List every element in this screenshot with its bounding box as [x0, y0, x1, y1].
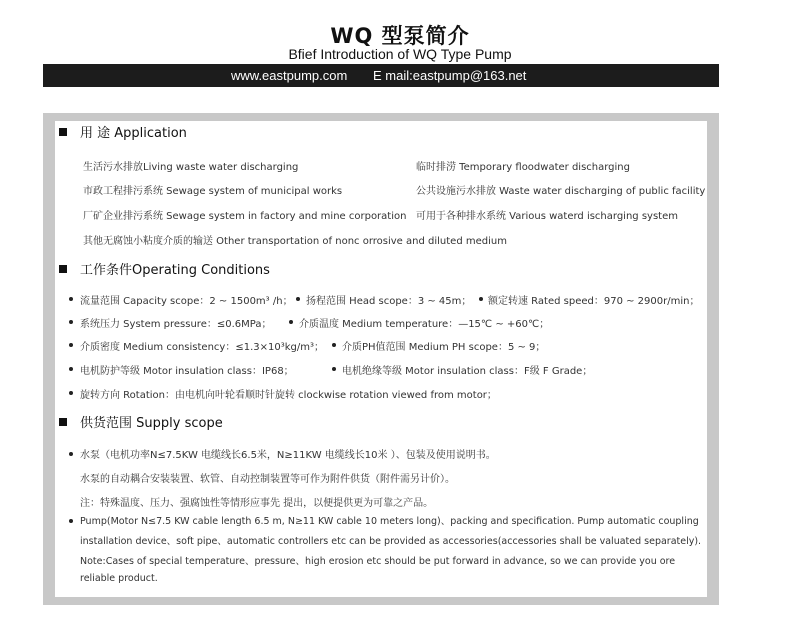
operating-item: 介质温度 Medium temperature：—15℃ ~ +60℃； [299, 319, 550, 330]
content-panel [43, 113, 719, 605]
operating-heading [59, 259, 270, 278]
application-item: 可用于各种排水系统 Various waterd ischarging system [416, 211, 678, 222]
bullet-icon [332, 343, 336, 347]
operating-item: 电机绝缘等级 Motor insulation class：F级 F Grade； [342, 366, 593, 377]
page-title: WQ 型泵简介 [330, 24, 470, 48]
supply-en-line: reliable product. [80, 573, 158, 584]
bullet-icon [332, 367, 336, 371]
operating-item: 电机防护等级 Motor insulation class：IP68； [80, 366, 294, 377]
supply-heading [59, 412, 223, 431]
bullet-icon [69, 320, 73, 324]
application-item: 临时排涝 Temporary floodwater discharging [416, 162, 630, 173]
content-inner [55, 121, 707, 597]
operating-item: 介质密度 Medium consistency：≤1.3×10³kg/m³； [80, 342, 324, 353]
operating-item: 扬程范围 Head scope：3 ~ 45m； [306, 296, 472, 307]
contact-bar [43, 64, 719, 87]
square-bullet-icon [59, 265, 67, 273]
supply-cn-line: 注：特殊温度、压力、强腐蚀性等情形应事先 提出，以便提供更为可靠之产品。 [80, 498, 434, 509]
page-subtitle: Bfief Introduction of WQ Type Pump [288, 46, 512, 62]
bullet-icon [69, 297, 73, 301]
bullet-icon [69, 367, 73, 371]
bullet-icon [69, 519, 73, 523]
application-heading-text: 用 途 Application [80, 126, 187, 141]
operating-item: 额定转速 Rated speed：970 ~ 2900r/min； [488, 296, 700, 307]
supply-en-line: Note:Cases of special temperature、pressure、high erosion etc should be put forward in advance, so we can provide you ore [80, 556, 676, 567]
bullet-icon [69, 452, 73, 456]
application-item: 公共设施污水排放 Waste water discharging of public facility [416, 186, 706, 197]
operating-item: 流量范围 Capacity scope：2 ~ 1500m³ /h； [80, 296, 293, 307]
bullet-icon [69, 343, 73, 347]
bullet-icon [479, 297, 483, 301]
application-item: 生活污水排放Living waste water discharging [83, 162, 299, 173]
square-bullet-icon [59, 418, 67, 426]
operating-item: 系统压力 System pressure：≤0.6MPa； [80, 319, 272, 330]
supply-en-line: Pump(Motor N≤7.5 KW cable length 6.5 m, N≥11 KW cable 10 meters long)、packing and specification. Pump automatic coupling [80, 516, 699, 527]
bullet-icon [296, 297, 300, 301]
operating-heading-text: 工作条件Operating Conditions [80, 263, 270, 278]
application-heading [59, 122, 187, 141]
supply-cn-line: 水泵（电机功率N≤7.5KW 电缆线长6.5米，N≥11KW 电缆线长10米 ）、包装及使用说明书。 [80, 450, 496, 461]
application-item: 其他无腐蚀小粘度介质的输送 Other transportation of nonc orrosive and diluted medium [83, 236, 507, 247]
bullet-icon [289, 320, 293, 324]
bullet-icon [69, 391, 73, 395]
supply-cn-line: 水泵的自动耦合安装装置、软管、自动控制装置等可作为附件供货（附件需另计价）。 [80, 474, 455, 485]
email-text: E mail:eastpump@163.net [373, 68, 527, 83]
application-item: 市政工程排污系统 Sewage system of municipal works [83, 186, 343, 197]
operating-item: 介质PH值范围 Medium PH scope：5 ~ 9； [342, 342, 546, 353]
square-bullet-icon [59, 128, 67, 136]
website-text: www.eastpump.com [231, 68, 348, 83]
application-item: 厂矿企业排污系统 Sewage system in factory and mine corporation [83, 211, 407, 222]
supply-en-line: installation device、soft pipe、automatic controllers etc can be provided as accessories(accessories shall be valuated separately). [80, 536, 702, 547]
supply-heading-text: 供货范围 Supply scope [80, 416, 223, 431]
operating-item: 旋转方向 Rotation：由电机向叶轮看顺时针旋转 clockwise rotation viewed from motor； [80, 390, 497, 401]
